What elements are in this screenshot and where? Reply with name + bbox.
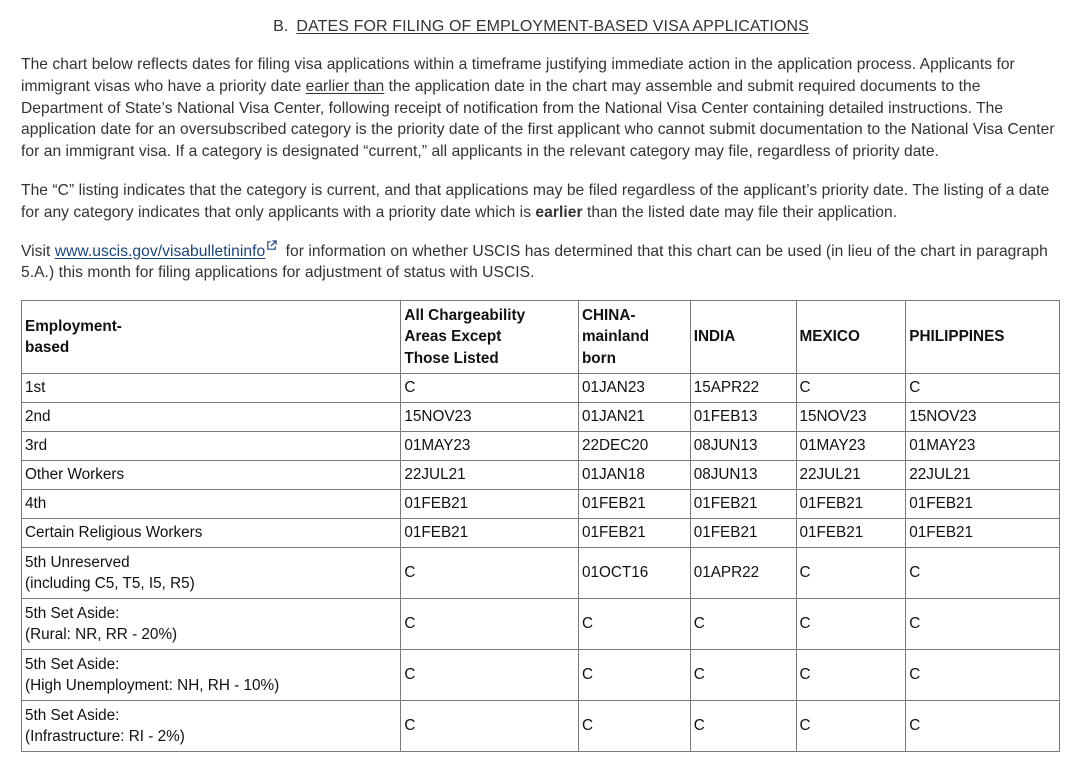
row-category-label [22, 650, 401, 701]
table-cell: 01MAY23 [401, 432, 579, 461]
table-cell: C [578, 701, 690, 752]
header-india [690, 301, 796, 374]
table-cell: 01JAN21 [578, 403, 690, 432]
row-category-label [22, 461, 401, 490]
header-line: based [25, 339, 70, 356]
table-row [22, 432, 1060, 461]
header-line: Areas Except [404, 328, 502, 346]
table-cell: 01FEB21 [906, 519, 1060, 548]
header-line: mainland [581, 328, 650, 346]
table-cell: 01FEB21 [690, 519, 796, 548]
table-cell: C [401, 701, 579, 752]
table-cell: C [906, 701, 1060, 752]
table-cell: C [906, 650, 1060, 701]
row-category-label [22, 374, 401, 403]
table-cell: C [401, 374, 579, 403]
category-line: 5th Unreserved [25, 553, 130, 571]
current-text-1: The “C” listing indicates that the category is current, and that applications may be filed regardless of the applicant’s priority date. The listing of a date for any category indicates that only applicants with a priority date which is [21, 181, 1050, 221]
filing-dates-table [21, 300, 1060, 752]
table-cell: C [690, 650, 796, 701]
table-cell: 22JUL21 [796, 461, 906, 490]
visit-text: Visit [21, 242, 55, 260]
header-china [578, 301, 690, 374]
table-cell: 01FEB21 [578, 490, 690, 519]
section-heading-text: DATES FOR FILING OF EMPLOYMENT-BASED VISA APPLICATIONS [296, 18, 809, 35]
table-cell: 01FEB21 [401, 490, 579, 519]
current-listing-paragraph [21, 180, 1061, 224]
section-letter: B. [273, 18, 289, 35]
table-cell: C [690, 599, 796, 650]
category-line: (Infrastructure: RI - 2%) [25, 728, 185, 745]
header-philippines [906, 301, 1060, 374]
table-cell: 01MAY23 [796, 432, 906, 461]
uscis-link[interactable]: www.uscis.gov/visabulletininfo [54, 242, 266, 260]
row-category-label [22, 403, 401, 432]
intro-paragraph [21, 54, 1061, 163]
category-line: (including C5, T5, I5, R5) [25, 575, 195, 592]
table-cell: 08JUN13 [690, 461, 796, 490]
table-cell: 01FEB21 [796, 490, 906, 519]
row-category-label [22, 432, 401, 461]
table-row [22, 548, 1060, 599]
section-title [21, 14, 1061, 40]
category-line: 5th Set Aside: [25, 706, 120, 724]
uscis-paragraph [21, 240, 1061, 285]
category-line: Other Workers [25, 466, 125, 484]
table-cell: C [796, 374, 906, 403]
table-row [22, 701, 1060, 752]
table-cell: C [906, 599, 1060, 650]
table-cell: 08JUN13 [690, 432, 796, 461]
table-row [22, 490, 1060, 519]
intro-text-1: The chart below reflects dates for filing visa applications within a timeframe justifying immediate action in the application process. Applicants for immigrant visas who have a priority date [21, 56, 1015, 95]
current-text-2: than the listed date may file their application. [582, 203, 898, 221]
table-row [22, 374, 1060, 403]
table-cell: 01FEB21 [401, 519, 579, 548]
header-line: born [581, 349, 616, 367]
table-cell: C [906, 548, 1060, 599]
table-cell: 22DEC20 [578, 432, 690, 461]
table-cell: C [401, 599, 579, 650]
category-line: (High Unemployment: NH, RH - 10%) [25, 677, 280, 694]
table-cell: 15NOV23 [401, 403, 579, 432]
table-cell: 01OCT16 [578, 548, 690, 599]
table-cell: C [401, 548, 579, 599]
table-header-row [22, 301, 1060, 374]
table-cell: 01FEB21 [796, 519, 906, 548]
external-link-icon[interactable] [266, 240, 277, 251]
category-line: 4th [25, 495, 47, 513]
header-line: CHINA- [581, 306, 636, 324]
table-cell: C [578, 650, 690, 701]
table-row [22, 519, 1060, 548]
category-line: (Rural: NR, RR - 20%) [25, 626, 178, 643]
table-cell: C [401, 650, 579, 701]
table-cell: C [578, 599, 690, 650]
table-cell: C [796, 701, 906, 752]
document-body [21, 14, 1061, 284]
header-mexico [796, 301, 906, 374]
header-line: INDIA [693, 328, 736, 346]
category-line: 2nd [25, 408, 51, 426]
table-row [22, 599, 1060, 650]
table-cell: 22JUL21 [906, 461, 1060, 490]
table-cell: C [796, 599, 906, 650]
header-line: All Chargeability [404, 306, 526, 324]
header-line: Those Listed [404, 349, 499, 367]
table-cell: C [796, 650, 906, 701]
header-employment-based [22, 301, 401, 374]
intro-text-2: the application date in the chart may assemble and submit required documents to the Department of State’s National Visa Center, following receipt of notification from the National Visa Center containing detailed instructions. The application date for an oversubscribed category is the priority date of the first applicant who cannot submit documentation to the National Visa Center for an immigrant visa. If a category is designated “current,” all applicants in the relevant category may file, regardless of priority date. [21, 77, 1055, 161]
table-row [22, 403, 1060, 432]
header-line: PHILIPPINES [909, 328, 1005, 346]
table-cell: 01MAY23 [906, 432, 1060, 461]
uscis-text: for information on whether USCIS has determined that this chart can be used (in lieu of the chart in paragraph 5.A.) this month for filing applications for adjustment of status with USCIS. [21, 242, 1048, 282]
header-all-chargeability [401, 301, 579, 374]
row-category-label [22, 519, 401, 548]
header-line: Employment- [25, 317, 122, 335]
table-cell: 01FEB21 [906, 490, 1060, 519]
table-row [22, 461, 1060, 490]
table-cell: 15APR22 [690, 374, 796, 403]
table-cell: 01FEB21 [578, 519, 690, 548]
row-category-label [22, 490, 401, 519]
table-cell: 15NOV23 [906, 403, 1060, 432]
table-cell: 01FEB21 [690, 490, 796, 519]
table-row [22, 650, 1060, 701]
table-cell: 01APR22 [690, 548, 796, 599]
table-cell: 22JUL21 [401, 461, 579, 490]
category-line: 1st [25, 379, 46, 397]
table-cell: 01JAN18 [578, 461, 690, 490]
category-line: 5th Set Aside: [25, 604, 120, 622]
table-cell: C [690, 701, 796, 752]
intro-underlined-text: earlier than [305, 77, 385, 95]
table-cell: 01JAN23 [578, 374, 690, 403]
table-cell: C [906, 374, 1060, 403]
table-cell: 01FEB13 [690, 403, 796, 432]
row-category-label [22, 599, 401, 650]
row-category-label [22, 701, 401, 752]
row-category-label [22, 548, 401, 599]
header-line: MEXICO [799, 328, 860, 346]
category-line: 3rd [25, 437, 48, 455]
category-line: 5th Set Aside: [25, 655, 120, 673]
table-body [22, 374, 1060, 752]
table-cell: 15NOV23 [796, 403, 906, 432]
category-line: Certain Religious Workers [25, 524, 203, 542]
current-bold-text: earlier [535, 203, 583, 221]
table-cell: C [796, 548, 906, 599]
